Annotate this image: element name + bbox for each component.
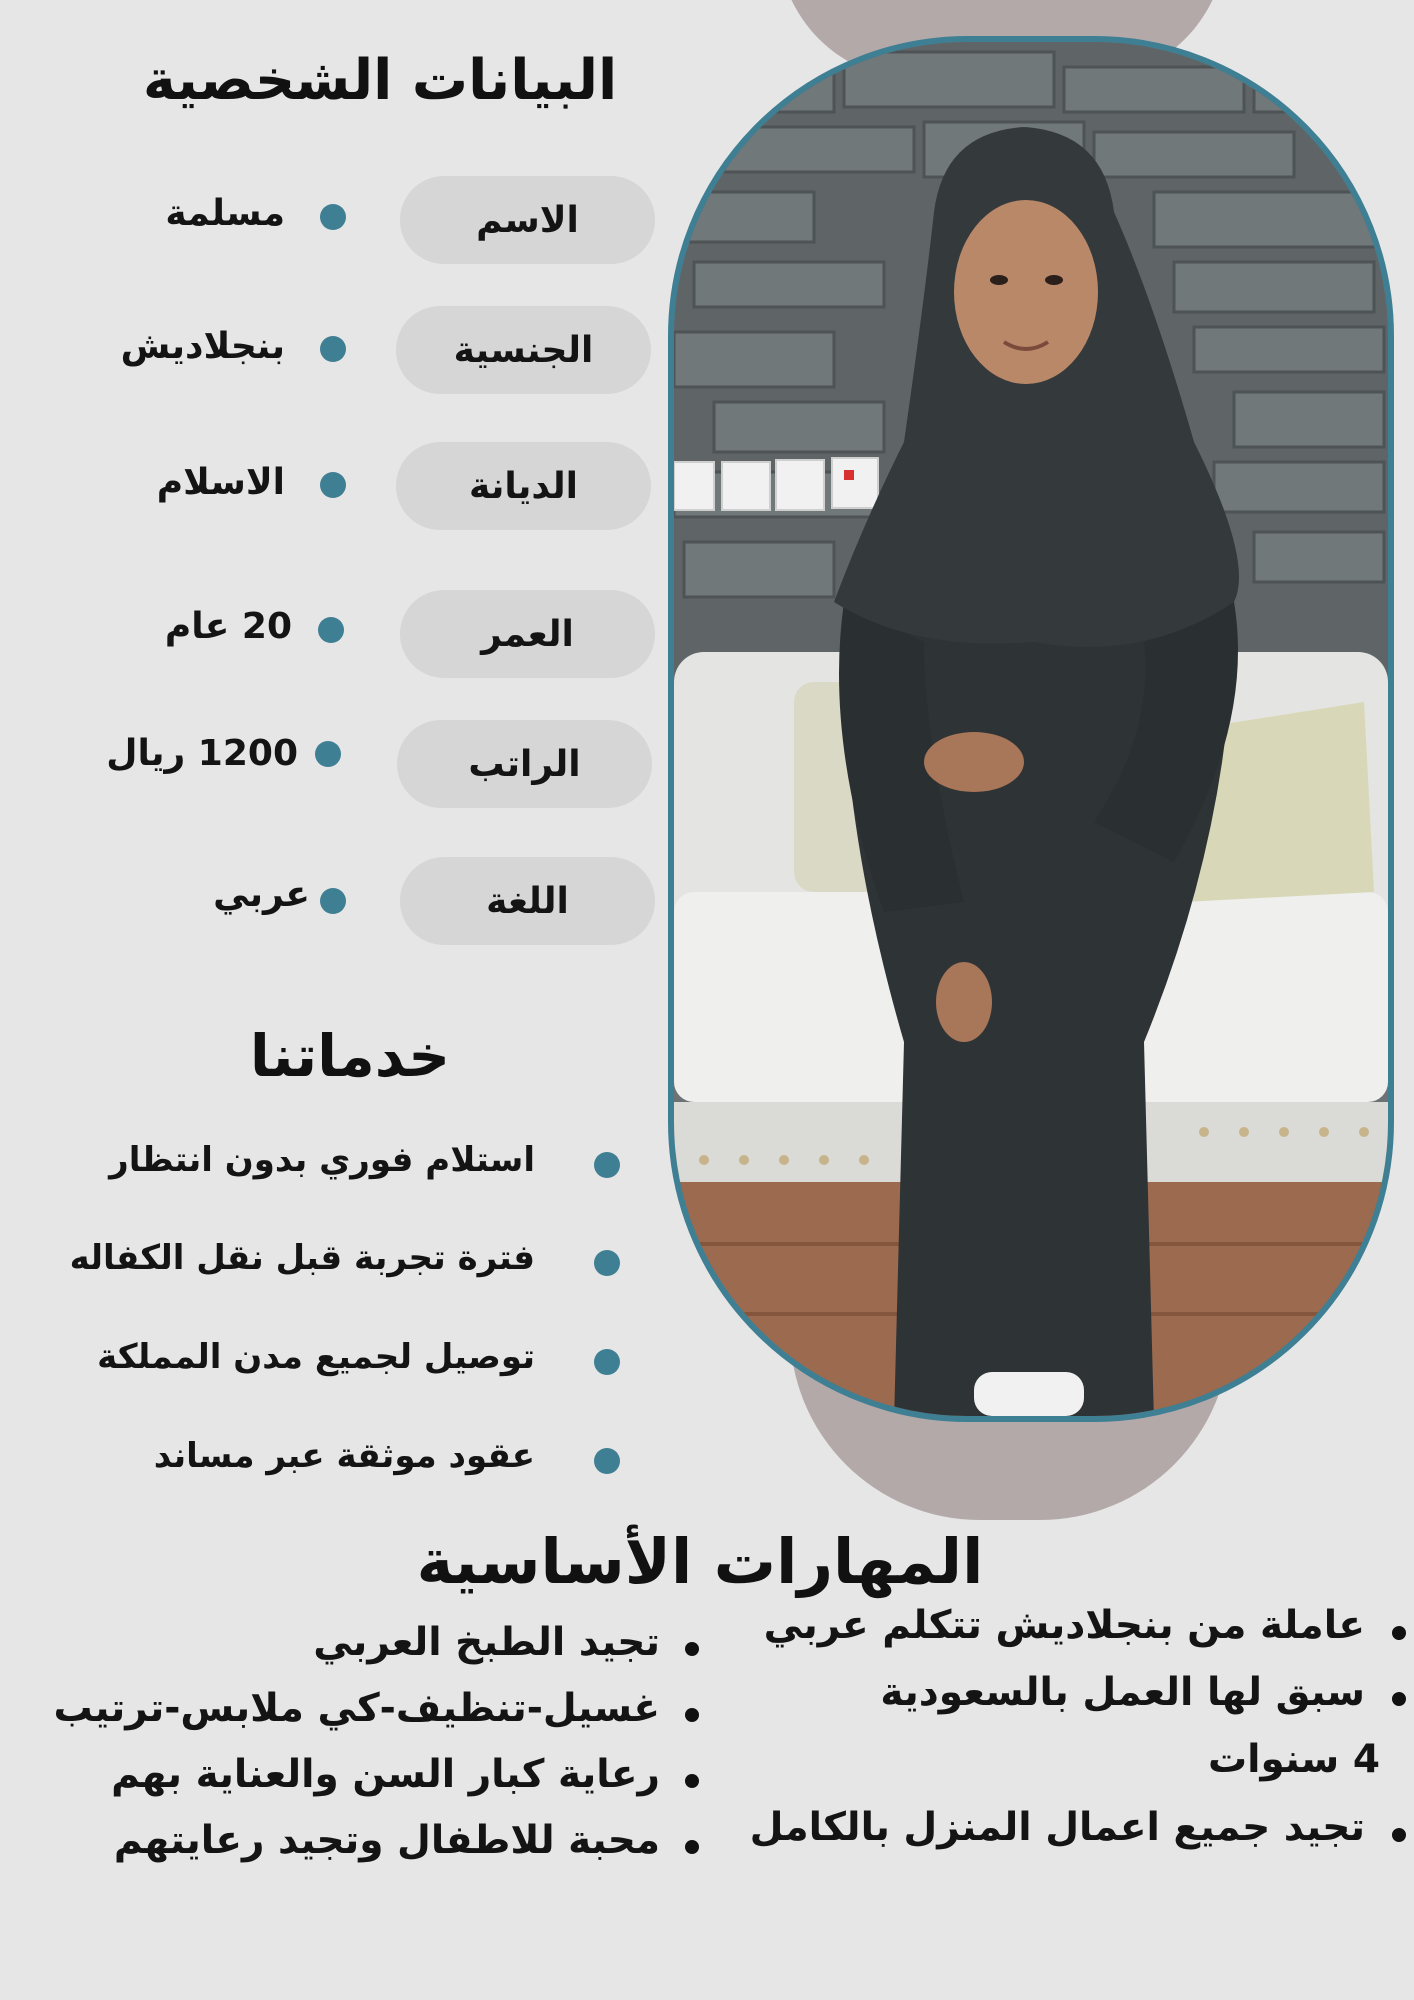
- skill-item: غسيل-تنظيف-كي ملابس-ترتيب: [53, 1686, 660, 1731]
- service-item: استلام فوري بدون انتظار: [109, 1140, 535, 1180]
- value-name: مسلمة: [165, 193, 285, 234]
- service-item: فترة تجربة قبل نقل الكفاله: [69, 1238, 535, 1278]
- row-dot: [318, 617, 344, 643]
- skill-item: رعاية كبار السن والعناية بهم: [111, 1752, 660, 1797]
- label-name: الاسم: [476, 199, 579, 241]
- service-dot: [594, 1448, 620, 1474]
- skill-bullet: [685, 1840, 699, 1854]
- label-pill-religion: [396, 442, 651, 530]
- skill-item: تجيد الطبخ العربي: [313, 1620, 660, 1665]
- service-item: عقود موثقة عبر مساند: [153, 1436, 535, 1476]
- row-dot: [320, 472, 346, 498]
- label-language: اللغة: [486, 880, 569, 922]
- label-pill-age: [400, 590, 655, 678]
- skill-bullet: [1392, 1626, 1406, 1640]
- skill-bullet: [1392, 1692, 1406, 1706]
- worker-photo-illustration: [674, 42, 1388, 1416]
- skill-bullet: [685, 1774, 699, 1788]
- label-pill-nationality: [396, 306, 651, 394]
- service-dot: [594, 1349, 620, 1375]
- row-dot: [320, 336, 346, 362]
- label-age: العمر: [481, 613, 574, 655]
- label-salary: الراتب: [468, 743, 581, 785]
- row-dot: [320, 204, 346, 230]
- label-pill-salary: [397, 720, 652, 808]
- label-pill-name: [400, 176, 655, 264]
- skill-item: محبة للاطفال وتجيد رعايتهم: [113, 1818, 660, 1863]
- row-dot: [320, 888, 346, 914]
- skill-item: سبق لها العمل بالسعودية: [880, 1670, 1365, 1715]
- skill-item: عاملة من بنجلاديش تتكلم عربي: [763, 1603, 1365, 1648]
- value-religion: الاسلام: [156, 462, 285, 503]
- worker-photo: [668, 36, 1394, 1422]
- service-item: توصيل لجميع مدن المملكة: [97, 1337, 535, 1377]
- value-nationality: بنجلاديش: [120, 326, 285, 367]
- row-dot: [315, 741, 341, 767]
- service-dot: [594, 1250, 620, 1276]
- value-age: 20 عام: [164, 606, 292, 647]
- service-dot: [594, 1152, 620, 1178]
- value-salary: 1200 ريال: [106, 733, 298, 774]
- services-title: خدماتنا: [249, 1022, 451, 1090]
- skill-item-continued: 4 سنوات: [1207, 1737, 1380, 1782]
- label-nationality: الجنسية: [453, 329, 594, 371]
- personal-data-title: البيانات الشخصية: [142, 48, 618, 113]
- label-pill-language: [400, 857, 655, 945]
- skill-bullet: [1392, 1828, 1406, 1842]
- skill-bullet: [685, 1642, 699, 1656]
- value-language: عربي: [213, 874, 310, 915]
- skills-title: المهارات الأساسية: [416, 1525, 984, 1598]
- skill-item: تجيد جميع اعمال المنزل بالكامل: [749, 1805, 1365, 1850]
- label-religion: الديانة: [468, 465, 579, 507]
- skill-bullet: [685, 1708, 699, 1722]
